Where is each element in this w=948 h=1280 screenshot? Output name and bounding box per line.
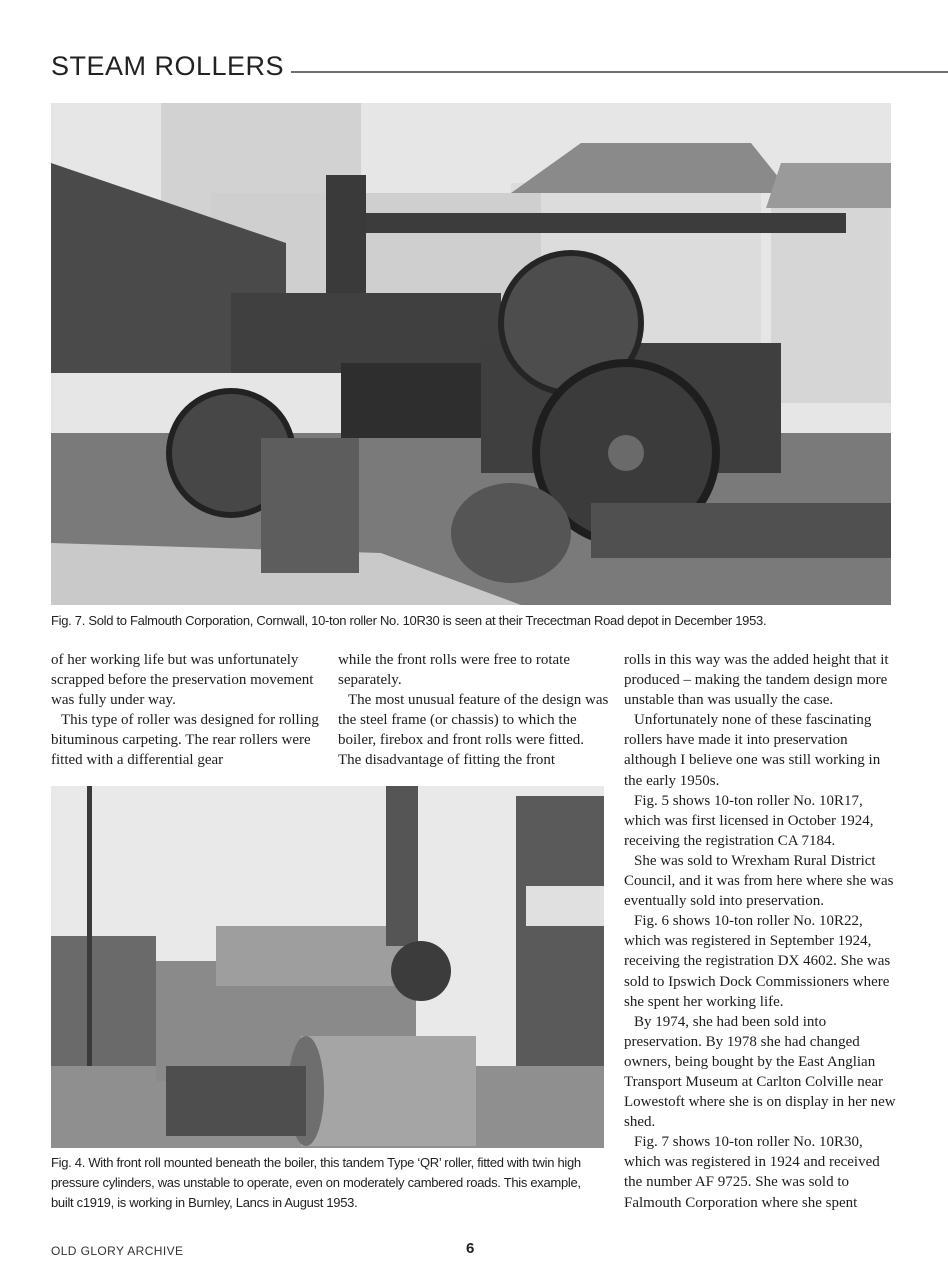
text-column-2 <box>338 650 610 771</box>
paragraph: rolls in this way was the added height that it produced – making the tandem design more unstable than was usually the case. <box>624 652 889 709</box>
paragraph: Unfortunately none of these fascinating rollers have made it into preservation although I believe one was still working in the early 1950s. <box>624 712 881 789</box>
fig4-caption: Fig. 4. With front roll mounted beneath the boiler, this tandem Type ‘QR’ roller, fitted with twin high pressure cylinders, was unstable to operate, even on moderately cambered roads. This example, built c1919, is working in Burnley, Lancs in August 1953. <box>51 1155 581 1210</box>
fig4-photo <box>51 786 604 1148</box>
paragraph: Fig. 7 shows 10-ton roller No. 10R30, which was registered in 1924 and received the number AF 9725. She was sold to Falmouth Corporation where she spent <box>624 1134 880 1211</box>
page-number: 6 <box>466 1240 475 1257</box>
text-column-3 <box>624 650 896 1213</box>
paragraph: This type of roller was designed for rolling bituminous carpeting. The rear rollers were fitted with a differential gear <box>51 712 319 769</box>
paragraph: Fig. 6 shows 10-ton roller No. 10R22, which was registered in September 1924, receiving the registration DX 4602. She was sold to Ipswich Dock Commissioners where she spent her working life. <box>624 913 891 1010</box>
paragraph: while the front rolls were free to rotate separately. <box>338 652 570 689</box>
header-rule <box>291 71 948 73</box>
fig7-photo <box>51 103 891 605</box>
text-column-1 <box>51 650 321 771</box>
paragraph: She was sold to Wrexham Rural District Council, and it was from here where she was eventually sold into preservation. <box>624 852 894 910</box>
paragraph: By 1974, she had been sold into preservation. By 1978 she had changed owners, being bought by the East Anglian Transport Museum at Carlton Colville near Lowestoft where she is on display in her new shed. <box>624 1013 896 1131</box>
page-header <box>51 46 948 80</box>
paragraph: Fig. 5 shows 10-ton roller No. 10R17, which was first licensed in October 1924, receiving the registration CA 7184. <box>624 792 874 849</box>
paragraph: The most unusual feature of the design was the steel frame (or chassis) to which the boiler, firebox and front rolls were fitted. The disadvantage of fitting the front <box>338 692 609 769</box>
page-title: STEAM ROLLERS <box>51 51 285 81</box>
publication-name: OLD GLORY ARCHIVE <box>51 1244 184 1258</box>
fig7-caption: Fig. 7. Sold to Falmouth Corporation, Cornwall, 10-ton roller No. 10R30 is seen at their Trecectman Road depot in December 1953. <box>51 613 767 628</box>
paragraph: of her working life but was unfortunately scrapped before the preservation movement was fully under way. <box>51 652 314 709</box>
